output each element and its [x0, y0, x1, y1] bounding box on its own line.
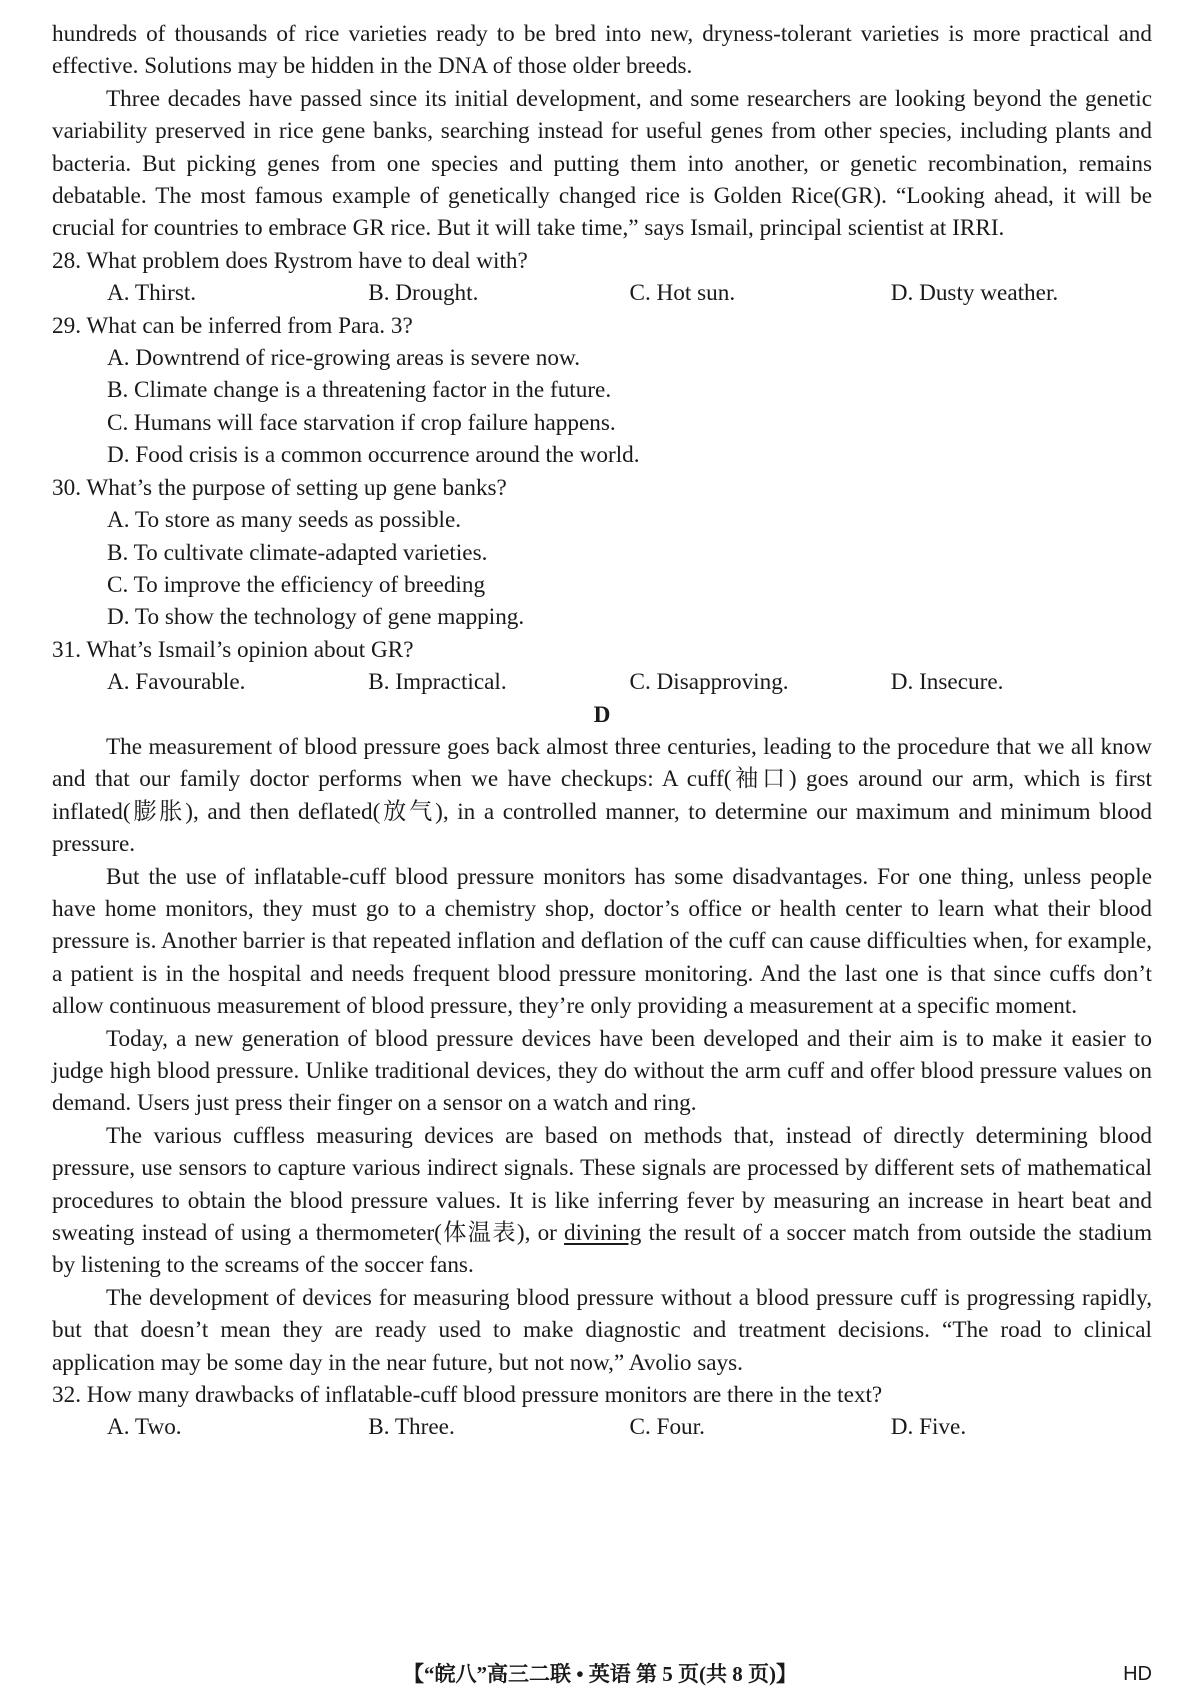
passage-d-paragraph: But the use of inflatable-cuff blood pressure monitors has some disadvantages. For one thing, unless people have home monitors, they must go to a chemistry shop, doctor’s office or health center to learn what their blood pressure is. Another barrier is that repeated inflation and deflation of the cuff can cause difficulties when, for example, a patient is in the hospital and needs frequent blood pressure monitoring. And the last one is that since cuffs don’t allow continuous measurement of blood pressure, they’re only providing a measurement at a specific moment. — [52, 863, 1152, 1020]
option-d[interactable]: D. To show the technology of gene mapping. — [107, 604, 525, 631]
footer-code: HD — [1123, 1663, 1152, 1685]
option-c[interactable]: C. Disapproving. — [629, 669, 789, 696]
option-list — [52, 666, 1152, 698]
option-d[interactable]: D. Insecure. — [890, 669, 1004, 696]
option-a[interactable]: A. Thirst. — [107, 280, 197, 307]
option-a[interactable]: A. To store as many seeds as possible. — [107, 507, 462, 534]
question-30 — [52, 472, 1152, 634]
question-29 — [52, 310, 1152, 472]
option-a[interactable]: A. Downtrend of rice-growing areas is severe now. — [107, 345, 581, 372]
question-stem: 32. How many drawbacks of inflatable-cuff blood pressure monitors are there in the text? — [52, 1382, 883, 1409]
option-c[interactable]: C. Four. — [629, 1414, 705, 1441]
option-d[interactable]: D. Dusty weather. — [890, 280, 1059, 307]
section-heading: D — [593, 701, 611, 728]
option-a[interactable]: A. Favourable. — [107, 669, 246, 696]
question-28 — [52, 245, 1152, 310]
option-b[interactable]: B. To cultivate climate-adapted varieties. — [107, 539, 488, 566]
passage-c-paragraph: hundreds of thousands of rice varieties ready to be bred into new, dryness-tolerant varieties is more practical and effective. Solutions may be hidden in the DNA of those older breeds. — [52, 21, 1152, 80]
paragraph-text: The various cuffless measuring devices are based on methods that, instead of directly determining blood pressure, use sensors to capture various indirect signals. These signals are processed by different sets of mathematical procedures to obtain the blood pressure values. It is like inferring fever by measuring an increase in heart beat and sweating instead of using a thermometer(体温表), or — [52, 1122, 1152, 1247]
option-b[interactable]: B. Drought. — [368, 280, 479, 307]
exam-page — [52, 18, 1152, 1444]
question-stem: 31. What’s Ismail’s opinion about GR? — [52, 636, 414, 663]
option-list — [52, 277, 1152, 309]
option-a[interactable]: A. Two. — [107, 1414, 182, 1441]
passage-c-paragraph: Three decades have passed since its initial development, and some researchers are looking beyond the genetic variability preserved in rice gene banks, searching instead for useful genes from other species, including plants and bacteria. But picking genes from one species and putting them into another, or genetic recombination, remains debatable. The most famous example of genetically changed rice is Golden Rice(GR). “Looking ahead, it will be crucial for countries to embrace GR rice. But it will take time,” says Ismail, principal scientist at IRRI. — [52, 85, 1152, 242]
option-c[interactable]: C. Hot sun. — [629, 280, 736, 307]
option-list — [52, 342, 1152, 472]
option-list — [52, 504, 1152, 634]
option-b[interactable]: B. Impractical. — [368, 669, 507, 696]
question-stem: 28. What problem does Rystrom have to deal with? — [52, 247, 528, 274]
question-stem: 29. What can be inferred from Para. 3? — [52, 312, 413, 339]
option-b[interactable]: B. Climate change is a threatening factor in the future. — [107, 377, 612, 404]
question-stem: 30. What’s the purpose of setting up gene banks? — [52, 474, 507, 501]
passage-d-paragraph: The measurement of blood pressure goes back almost three centuries, leading to the procedure that we all know and that our family doctor performs when we have checkups: A cuff(袖口) goes around our arm, which is first inflated(膨胀), and then deflated(放气), in a controlled manner, to determine our maximum and minimum blood pressure. — [52, 733, 1152, 858]
option-d[interactable]: D. Food crisis is a common occurrence around the world. — [107, 442, 640, 469]
option-b[interactable]: B. Three. — [368, 1414, 455, 1441]
passage-d-paragraph — [52, 1120, 1152, 1282]
question-32 — [52, 1379, 1152, 1444]
passage-d-paragraph: Today, a new generation of blood pressure devices have been developed and their aim is to make it easier to judge high blood pressure. Unlike traditional devices, they do without the arm cuff and offer blood pressure values on demand. Users just press their finger on a sensor on a watch and ring. — [52, 1025, 1152, 1117]
option-c[interactable]: C. To improve the efficiency of breeding — [107, 571, 486, 598]
footer-page-info: 【“皖八”高三二联 • 英语 第 5 页(共 8 页)】 — [402, 1662, 798, 1686]
option-list — [52, 1411, 1152, 1443]
underlined-word: divining — [564, 1220, 642, 1247]
option-d[interactable]: D. Five. — [890, 1414, 967, 1441]
question-31 — [52, 634, 1152, 699]
passage-d-paragraph: The development of devices for measuring blood pressure without a blood pressure cuff is progressing rapidly, but that doesn’t mean they are ready used to make diagnostic and treatment decisions. “The road to clinical application may be some day in the near future, but not now,” Avolio says. — [52, 1284, 1152, 1376]
option-c[interactable]: C. Humans will face starvation if crop failure happens. — [107, 409, 616, 436]
paragraph-text: the result of a soccer match from outside the stadium by listening to the screams of the soccer fans. — [52, 1220, 1153, 1279]
